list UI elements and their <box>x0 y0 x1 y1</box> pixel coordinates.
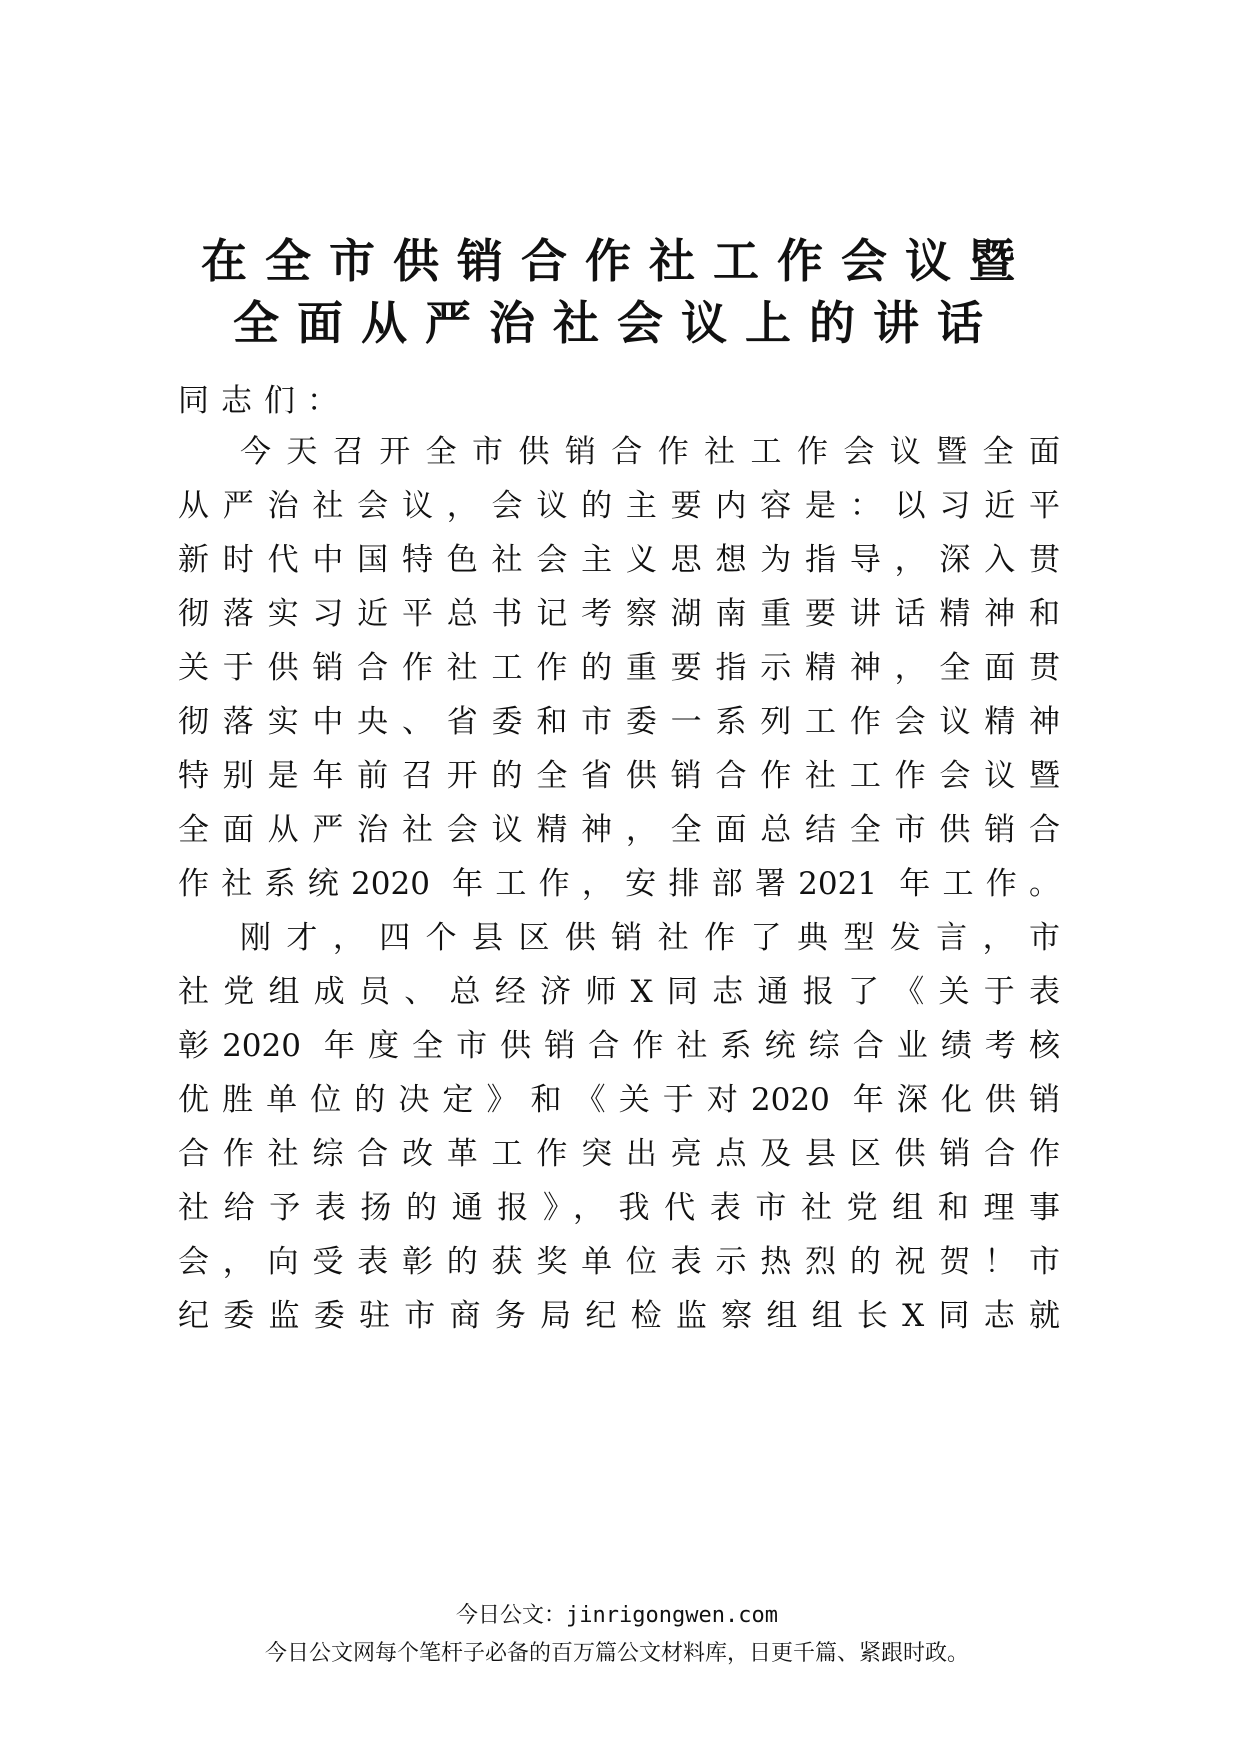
document-title-line-1: 在全市供销合作社工作会议暨 <box>201 234 1033 288</box>
body-line: 新时代中国特色社会主义思想为指导，深入贯 <box>178 542 1060 578</box>
body-line: 社党组成员、总经济师X同志通报了《关于表 <box>178 974 1060 1010</box>
footer-label: 今日公文： <box>456 1603 567 1628</box>
body-line: 彻落实习近平总书记考察湖南重要讲话精神和 <box>178 596 1060 632</box>
body-line: 今天召开全市供销合作社工作会议暨全面 <box>240 434 1060 470</box>
body-line: 全面从严治社会议精神，全面总结全市供销合 <box>178 812 1060 848</box>
body-line: 纪委监委驻市商务局纪检监察组组长X同志就 <box>178 1298 1060 1334</box>
footer-url-link[interactable]: jinrigongwen.com <box>566 1603 778 1628</box>
body-line: 作社系统2020 年工作，安排部署2021 年工作。 <box>178 866 1060 902</box>
footer-tagline: 今日公文网每个笔杆子必备的百万篇公文材料库，日更千篇、紧跟时政。 <box>264 1641 969 1666</box>
body-line: 刚才，四个县区供销社作了典型发言，市 <box>240 920 1060 956</box>
body-line: 社给予表扬的通报》，我代表市社党组和理事 <box>178 1190 1060 1226</box>
body-line: 特别是年前召开的全省供销合作社工作会议暨 <box>178 758 1060 794</box>
footer-source <box>0 1598 1234 1629</box>
body-line: 合作社综合改革工作突出亮点及县区供销合作 <box>178 1136 1060 1172</box>
body-line: 优胜单位的决定》和《关于对2020 年深化供销 <box>178 1082 1060 1118</box>
body-line: 彻落实中央、省委和市委一系列工作会议精神 <box>178 704 1060 740</box>
body-line: 关于供销合作社工作的重要指示精神，全面贯 <box>178 650 1060 686</box>
body-line: 会，向受表彰的获奖单位表示热烈的祝贺！市 <box>178 1244 1060 1280</box>
body-line: 从严治社会议，会议的主要内容是：以习近平 <box>178 488 1060 524</box>
body-line: 彰2020 年度全市供销合作社系统综合业绩考核 <box>178 1028 1060 1064</box>
salutation: 同志们： <box>178 383 350 419</box>
document-title-line-2: 全面从严治社会议上的讲话 <box>233 296 1001 350</box>
